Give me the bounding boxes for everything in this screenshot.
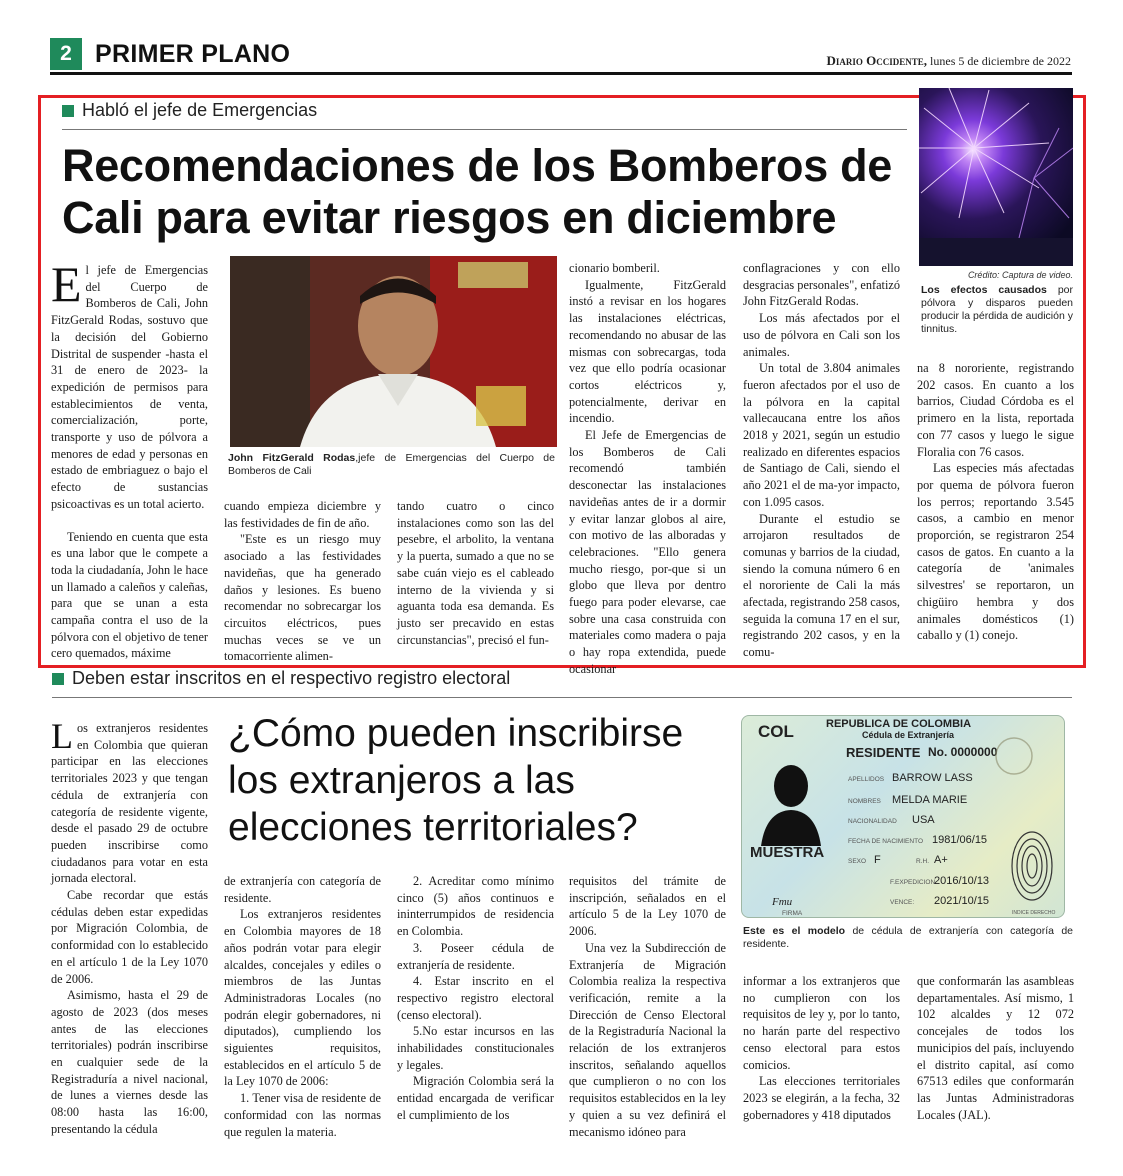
card-issue-date: 2016/10/13 bbox=[934, 875, 990, 887]
article1-col4 bbox=[569, 260, 726, 678]
article1-col3 bbox=[397, 498, 554, 648]
card-label: VENCE: bbox=[890, 899, 915, 906]
article1-col2 bbox=[224, 498, 381, 665]
paragraph: Asimismo, hasta el 29 de agosto de 2023 (dos meses antes de las elecciones territoriales) podrán inscribirse en cualquier sede de la Registraduría a nivel nacional, de lunes a viernes desde las 08:00 hasta las 16:00, presentando la cédula bbox=[51, 988, 208, 1136]
paragraph: El Jefe de Emergencias de los Bomberos de Cali recomendó también desconectar las instalaciones navideñas antes de ir a dormir y evitar lanzar globos al aire, con motivo de las alboradas y celebraciones. "Ello genera mucho riesgo, por-que si un globo que lleva por dentro fuego para poder elevarse, cae sobre una casa construida con materiales como madera o paja o hay ropa extendida, puede ocasionar bbox=[569, 428, 726, 676]
card-col: COL bbox=[758, 722, 794, 741]
article1-col6 bbox=[917, 360, 1074, 644]
fireworks-illustration bbox=[919, 88, 1073, 266]
dropcap: L bbox=[51, 716, 73, 756]
article2-col6 bbox=[917, 973, 1074, 1123]
paragraph: Una vez la Subdirección de Extranjería de Migración Colombia realiza la respectiva verificación, remite a la Dirección de Censo Electoral de la Registraduría Nacional la relación de los extranjeros inscritos, señalando aquellos que cumplieron o no con los requisitos establecidos en la ley y quien a su vez definirá el mecanismo idóneo para bbox=[569, 940, 726, 1139]
caption-text: por pólvora y disparos pueden producir la pérdida de audición y tinnitus. bbox=[921, 284, 1073, 335]
card-number: No. 0000000 bbox=[928, 745, 998, 759]
paragraph: 2. Acreditar como mínimo cinco (5) años continuos e ininterrumpidos de residencia en Colombia. bbox=[397, 874, 554, 939]
paragraph: Los más afectados por el uso de pólvora en Cali son los animales. bbox=[743, 311, 900, 359]
paragraph: informar a los extranjeros que no cumplieron con los requisitos de ley y, por lo tanto, no harán parte del respectivo censo electoral para estos comicios. bbox=[743, 974, 900, 1072]
card-label: R.H. bbox=[916, 858, 929, 865]
paragraph: cuando empieza diciembre y las festividades de fin de año. bbox=[224, 499, 381, 530]
paragraph: Cabe recordar que estás cédulas deben estar expedidas por Migración Colombia, de conformidad con lo establecido en el artículo 1 de la Ley 1070 de 2006. bbox=[51, 888, 208, 986]
paragraph: conflagraciones y con ello desgracias personales", enfatizó John FitzGerald Rodas. bbox=[743, 261, 900, 309]
photo-credit: Crédito: Captura de video. bbox=[967, 270, 1073, 280]
paragraph: Las elecciones territoriales 2023 se elegirán, a la fecha, 32 gobernadores y 418 diputados bbox=[743, 1074, 900, 1122]
paragraph: 3. Poseer cédula de extranjería de residente. bbox=[397, 940, 554, 972]
paragraph: de extranjería con categoría de residente. bbox=[224, 874, 381, 905]
article1-kicker bbox=[62, 100, 317, 121]
caption-name: John FitzGerald Rodas bbox=[228, 452, 356, 464]
paragraph: tando cuatro o cinco instalaciones como son las del pesebre, el arbolito, la ventana y la puerta, sumado a que no se sabe cuán viejo es el cableado interno de la vivienda y si aguanta toda esa demanda. Es justo ser precavido en estas circunstancias", precisó el fun- bbox=[397, 499, 554, 647]
firefighter-photo bbox=[230, 256, 557, 447]
page-number: 2 bbox=[50, 38, 82, 70]
card-label: NOMBRES bbox=[848, 798, 881, 805]
card-sex: F bbox=[874, 854, 881, 866]
masthead bbox=[827, 53, 1071, 69]
paragraph: "Este es un riesgo muy asociado a las festividades navideñas, que ha generado daños y lesiones. Es bueno recomendar no sobrecargar los circuitos eléctricos, pues muchas veces se ve un tomacorriente alimen- bbox=[224, 532, 381, 664]
card-names: MELDA MARIE bbox=[892, 794, 968, 806]
article2-kicker-text: Deben estar inscritos en el respectivo registro electoral bbox=[72, 668, 511, 688]
paragraph: que conformarán las asambleas departamentales. Así mismo, 1 102 alcaldes y 12 072 concejales de todos los municipios del país, incluyendo el distrito capital, así como 67513 ediles que conformarán las Juntas Administradoras Locales (JAL). bbox=[917, 974, 1074, 1122]
card-rh: A+ bbox=[934, 854, 948, 866]
card-republic: REPUBLICA DE COLOMBIA bbox=[826, 718, 972, 730]
card-label: FECHA DE NACIMIENTO bbox=[848, 838, 924, 845]
card-signature: Fmu bbox=[772, 896, 793, 908]
article2-col2 bbox=[224, 873, 381, 1140]
article1-col5 bbox=[743, 260, 900, 661]
paragraph: 4. Estar inscrito en el respectivo registro electoral (censo electoral). bbox=[397, 974, 554, 1022]
paragraph: 1. Tener visa de residente de conformidad con las normas que regulen la materia. bbox=[224, 1091, 381, 1139]
article2-headline: ¿Cómo pueden inscribirse los extranjeros a las elecciones territoriales? bbox=[228, 712, 684, 849]
card-label: FIRMA bbox=[782, 910, 803, 917]
article2-col1 bbox=[51, 716, 208, 1138]
paragraph: Un total de 3.804 animales fueron afectados por el uso de la pólvora en la capital vallecaucana entre los años 2018 y 2021, según un estudio realizado en diferentes espacios de Santiago de Cali, siendo el año 2021 el de ma-yor impacto, con 1.095 casos. bbox=[743, 361, 900, 509]
paragraph: Teniendo en cuenta que esta es una labor que le compete a toda la ciudadanía, John le hace un llamado a caleños y caleñas, para que se unan a esta campaña contra el uso de la pólvora con el objetivo de tener cero quemados, máxime bbox=[51, 529, 208, 661]
card-birthdate: 1981/06/15 bbox=[932, 834, 988, 846]
caption-text: de cédula de extranjería con categoría de residente. bbox=[743, 925, 1073, 950]
paragraph: Igualmente, FitzGerald instó a revisar en los hogares las instalaciones eléctricas, recomendando no abusar de las mismas con sobrecargas, toda vez que ello podría ocasionar cortos eléctricos y, potencialmente, derivar en incendio. bbox=[569, 277, 726, 426]
silhouette-icon bbox=[756, 756, 826, 846]
article1-headline: Recomendaciones de los Bomberos de Cali para evitar riesgos en diciembre bbox=[62, 140, 893, 243]
article2-kicker bbox=[52, 668, 510, 689]
card-expiry: 2021/10/15 bbox=[934, 895, 990, 907]
issue-date: lunes 5 de diciembre de 2022 bbox=[930, 54, 1071, 68]
paragraph: Los extranjeros residentes en Colombia mayores de 18 años podrán votar para elegir alcaldes, concejales y ediles o miembros de las Juntas Administradoras Locales (no podrán elegir gobernadores, ni diputados), cumpliendo los siguientes requisitos, establecidos en el artículo 5 de la Ley 1070 de 2006: bbox=[224, 907, 381, 1089]
card-label: F.EXPEDICION bbox=[890, 879, 936, 886]
firefighter-illustration bbox=[230, 256, 557, 447]
caption-bold: Los efectos causados bbox=[921, 284, 1047, 296]
kicker-rule bbox=[62, 129, 907, 130]
paragraph: Migración Colombia será la entidad encargada de verificar el cumplimiento de los bbox=[397, 1074, 554, 1122]
card-surname: BARROW LASS bbox=[892, 772, 973, 784]
paragraph: Durante el estudio se arrojaron resultados de comunas y barrios de la ciudad, siendo la comuna número 6 en el nororiente de Cali la más afectada, registrando 258 casos, seguida la comuna 17 en el sur, registrando 202 casos, y en la comu- bbox=[743, 511, 900, 660]
card-label: INDICE DERECHO bbox=[1012, 910, 1056, 916]
fireworks-photo bbox=[919, 88, 1073, 266]
paragraph: Las especies más afectadas por quema de pólvora fueron los perros; reportando 3.545 casos, a cambio en menor proporción, se registraron 254 casos de gatos. En cuanto a la categoría de 'animales silvestres' se reportaron, un chigüiro hembra y dos animales domésticos (1) caballo y (1) conejo. bbox=[917, 461, 1074, 643]
fireworks-caption bbox=[921, 284, 1073, 336]
paragraph: l jefe de Emergencias del Cuerpo de Bomberos de Cali, John FitzGerald Rodas, sostuvo que la decisión del Gobierno Distrital de suspender -hasta el 31 de enero de 2023- la expedición de permisos para establecimientos de venta, comercialización, porte, transporte y uso de pólvora a menores de edad y personas en estado de embriaguez o bajo el efecto de sustancias psicoactivas es un total acierto. bbox=[51, 263, 208, 511]
article2-col5 bbox=[743, 973, 900, 1123]
article2-col4 bbox=[569, 873, 726, 1140]
card-label: SEXO bbox=[848, 858, 867, 865]
card-watermark: MUESTRA bbox=[750, 844, 825, 861]
article1-col1 bbox=[51, 256, 208, 662]
id-card-caption bbox=[743, 925, 1073, 951]
kicker-rule bbox=[52, 697, 1072, 698]
card-resident: RESIDENTE bbox=[846, 745, 921, 760]
seal-icon bbox=[994, 736, 1034, 776]
article2-col3 bbox=[397, 873, 554, 1124]
paper-name: Diario Occidente, bbox=[826, 53, 928, 68]
paragraph: requisitos del trámite de inscripción, señalados en el artículo 5 de la Ley 1070 de 2006. bbox=[569, 874, 726, 939]
card-doc-type: Cédula de Extranjería bbox=[862, 730, 955, 740]
card-label: APELLIDOS bbox=[848, 776, 885, 783]
paragraph: na 8 nororiente, registrando 202 casos. En cuanto a los barrios, Ciudad Córdoba es el primero en la lista, reportada con 77 casos y luego le sigue Floralia con 76 casos. bbox=[917, 361, 1074, 459]
id-card-image bbox=[741, 715, 1065, 918]
paragraph: os extranjeros residentes en Colombia que quieran participar en las elecciones territoriales 2023 y que tengan cédula de extranjería con categoría de residente vigente, desde el pasado 29 de octubre pueden inscribirse como ciudadanos para votar en esta jornada electoral. bbox=[51, 721, 208, 886]
kicker-square-icon bbox=[52, 673, 64, 685]
article1-kicker-text: Habló el jefe de Emergencias bbox=[82, 100, 318, 120]
fingerprint-icon bbox=[1008, 826, 1056, 906]
card-nationality: USA bbox=[912, 814, 935, 826]
photo-caption bbox=[228, 452, 555, 478]
kicker-square-icon bbox=[62, 105, 74, 117]
caption-text: ,jefe de Emergencias del Cuerpo de Bomberos de Cali bbox=[228, 452, 555, 477]
caption-bold: Este es el modelo bbox=[743, 925, 846, 937]
paragraph: cionario bomberil. bbox=[569, 261, 660, 275]
header-rule bbox=[50, 72, 1072, 75]
section-title: PRIMER PLANO bbox=[95, 40, 291, 68]
card-label: NACIONALIDAD bbox=[848, 818, 897, 825]
dropcap: E bbox=[51, 256, 82, 312]
paragraph: 5.No estar incursos en las inhabilidades constitucionales y legales. bbox=[397, 1024, 554, 1072]
